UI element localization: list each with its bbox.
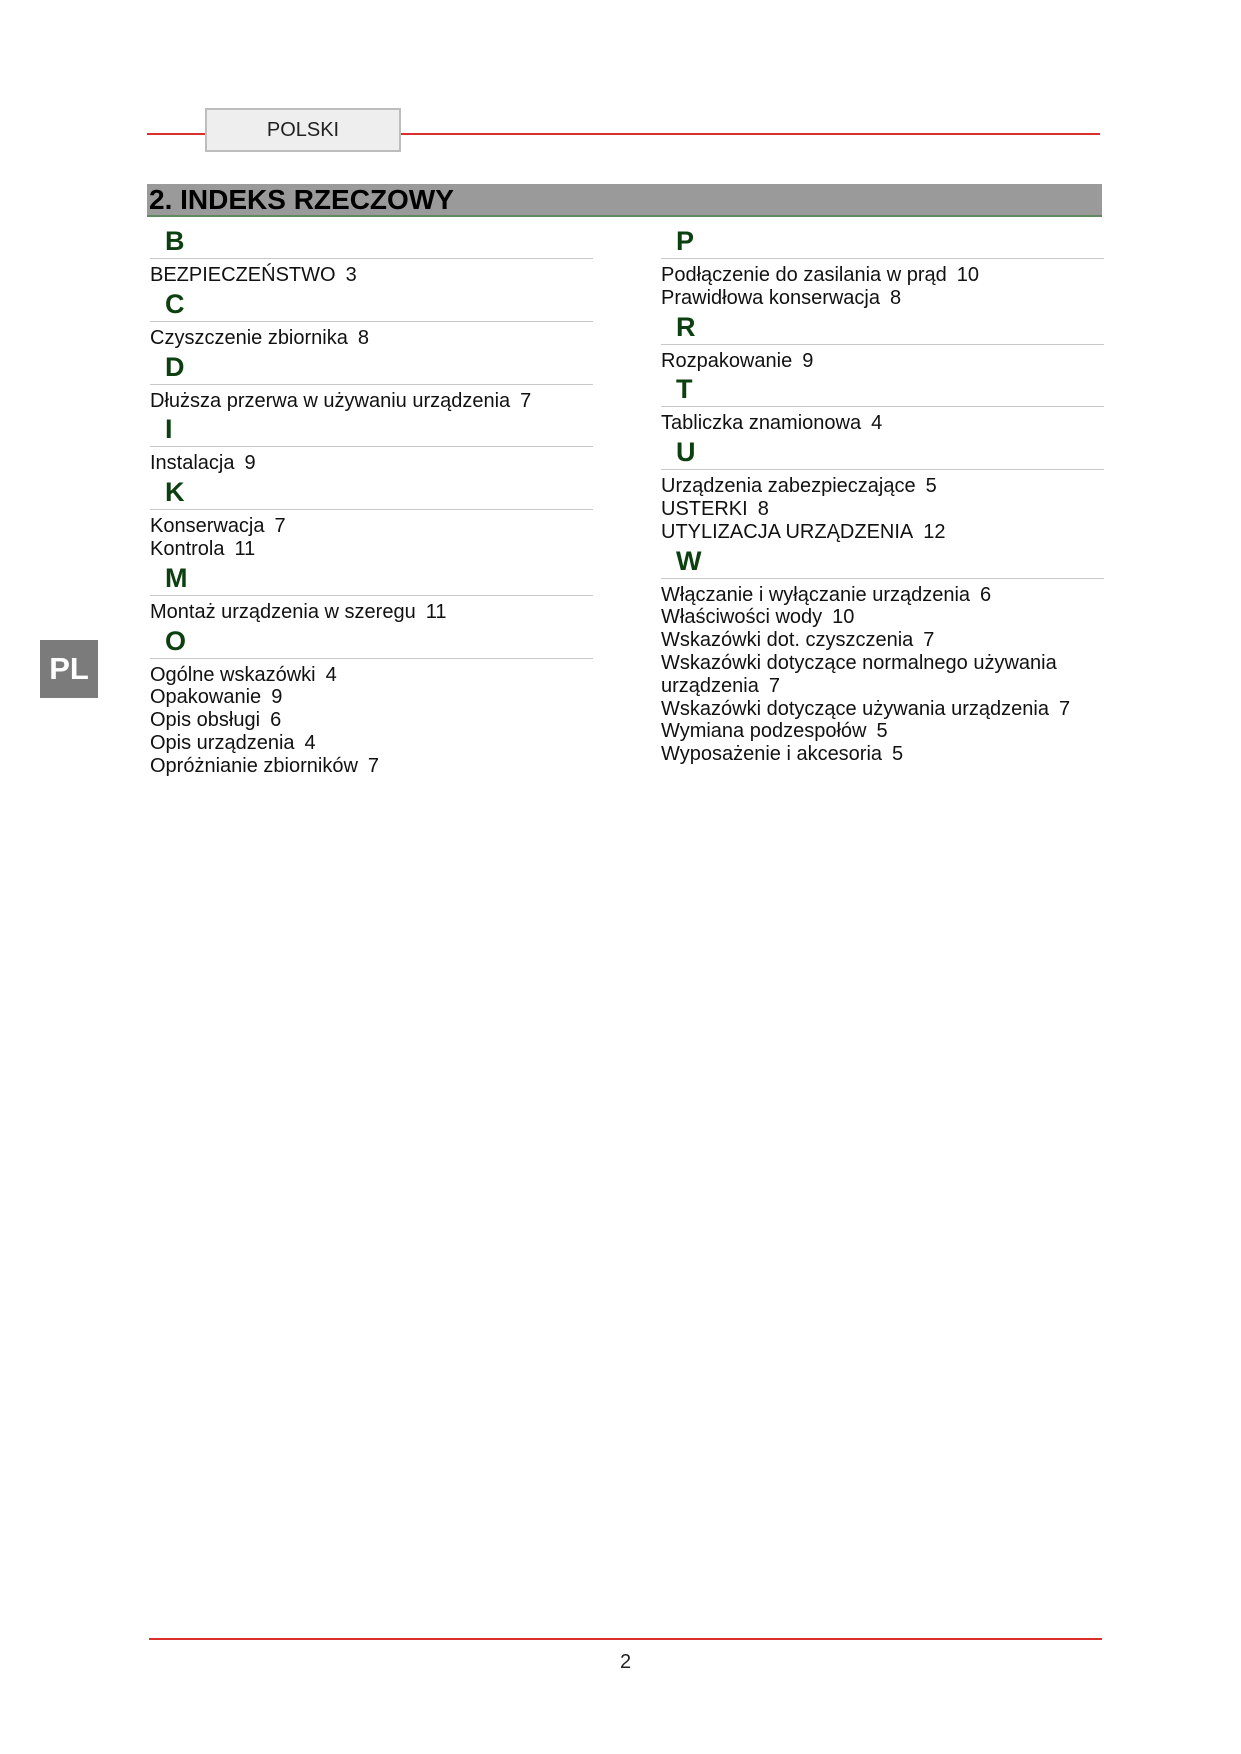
index-entry [661,720,1104,743]
index-entry-text: Tabliczka znamionowa [661,412,862,435]
index-entry [150,390,593,413]
index-letter: D [150,350,593,385]
index-entry-text: Konserwacja [150,515,265,538]
index-entry [661,584,1104,607]
index-letter: W [661,544,1104,579]
index-entry-text: Wskazówki dot. czyszczenia [661,629,914,652]
index-entry [150,732,593,755]
index-entry-text: Opróżnianie zbiorników [150,754,358,777]
index-entry-text: Wskazówki dotyczące używania urządzenia [661,697,1049,720]
index-entry [150,686,593,709]
index-letter: M [150,561,593,596]
index-entry-page: 7 [1058,697,1071,720]
index-entry-text: Dłuższa przerwa w używaniu urządzenia [150,389,511,412]
index-entry [150,709,593,732]
index-entry [150,601,593,624]
index-group-r [661,310,1104,373]
index-entry-text: Prawidłowa konserwacja [661,286,880,309]
index-entry [150,515,593,538]
index-group-c [150,287,593,350]
language-side-tab: PL [40,640,98,698]
index-entry-page: 7 [520,389,532,412]
index-entry [150,538,593,561]
index-entry [150,664,593,687]
index-entry-page: 7 [367,754,380,777]
index-entry-page: 8 [757,497,769,520]
index-entry-text: Wymiana podzespołów [661,720,867,743]
index-entry-page: 7 [274,515,286,538]
index-entry-page: 9 [271,686,283,709]
index-entry-page: 12 [923,520,946,543]
index-entry [150,755,593,778]
index-column-right [661,224,1104,766]
index-entry-text: Opakowanie [150,686,262,709]
index-letter: O [150,624,593,659]
index-letter: U [661,435,1104,470]
index-group-d [150,350,593,413]
index-entry-page: 5 [892,743,904,766]
page-number: 2 [619,1651,632,1673]
index-entry [661,264,1104,287]
index-entry-text: Kontrola [150,537,225,560]
index-letter: B [150,224,593,259]
index-entry [661,743,1104,766]
index-group-w [661,544,1104,766]
index-entry [661,606,1104,629]
index-entry [150,264,593,287]
index-entry-page: 10 [956,264,979,286]
index-entry [661,350,1104,373]
index-entry [661,475,1104,498]
index-letter: I [150,412,593,447]
index-entry [661,287,1104,310]
index-entry-text: Montaż urządzenia w szeregu [150,600,416,623]
index-entry [661,652,1104,698]
index-entry-text: USTERKI [661,497,748,520]
index-entry-page: 8 [357,326,369,349]
index-entry-page: 11 [425,600,447,623]
index-entry-text: Rozpakowanie [661,349,793,372]
index-entry-page: 4 [304,731,316,754]
index-entry [661,498,1104,521]
index-entry-text: Wskazówki dotyczące normalnego używania urządzenia [661,651,1057,697]
index-entry [150,452,593,475]
index-entry-page: 5 [925,475,937,498]
index-entry-page: 11 [234,537,256,560]
index-entry-text: Instalacja [150,452,235,475]
index-letter: T [661,372,1104,407]
index-entry-page: 5 [876,720,888,743]
index-entry-page: 6 [980,583,992,606]
index-entry-text: Opis urządzenia [150,731,295,754]
index-entry [661,521,1104,544]
index-group-k [150,475,593,561]
index-entry [150,327,593,350]
language-tab: POLSKI [205,108,401,152]
index-entry-text: Opis obsługi [150,709,261,732]
index-entry-text: Właściwości wody [661,606,823,629]
index-entry [661,412,1104,435]
index-entry-page: 7 [768,674,780,697]
index-entry-text: Włączanie i wyłączanie urządzenia [661,583,971,606]
index-entry-text: Urządzenia zabezpieczające [661,475,916,498]
index-entry-text: Czyszczenie zbiornika [150,326,348,349]
index-letter: P [661,224,1104,259]
index-entry-text: BEZPIECZEŃSTWO [150,264,336,286]
index-entry-text: UTYLIZACJA URZĄDZENIA [661,520,914,543]
section-title: 2. INDEKS RZECZOWY [147,184,1102,217]
index-entry-text: Ogólne wskazówki [150,663,316,686]
index-entry-page: 9 [244,452,256,475]
index-group-u [661,435,1104,543]
index-group-i [150,412,593,475]
index-entry-text: Podłączenie do zasilania w prąd [661,264,947,286]
index-entry-page: 8 [889,286,902,309]
index-letter: R [661,310,1104,345]
index-letter: K [150,475,593,510]
index-entry-page: 4 [325,663,337,686]
index-entry-page: 10 [832,606,855,629]
index-entry-page: 4 [871,412,883,435]
index-entry [661,629,1104,652]
index-entry-page: 6 [270,709,282,732]
index-letter: C [150,287,593,322]
index-column-left [150,224,593,778]
index-entry-page: 9 [802,349,814,372]
index-group-b [150,224,593,287]
index-entry-page: 3 [345,264,357,286]
index-group-t [661,372,1104,435]
index-group-p [661,224,1104,310]
index-group-m [150,561,593,624]
footer-rule [149,1638,1102,1640]
index-entry-text: Wyposażenie i akcesoria [661,743,883,766]
index-group-o [150,624,593,778]
index-entry-page: 7 [923,629,935,652]
index-entry [661,698,1104,721]
